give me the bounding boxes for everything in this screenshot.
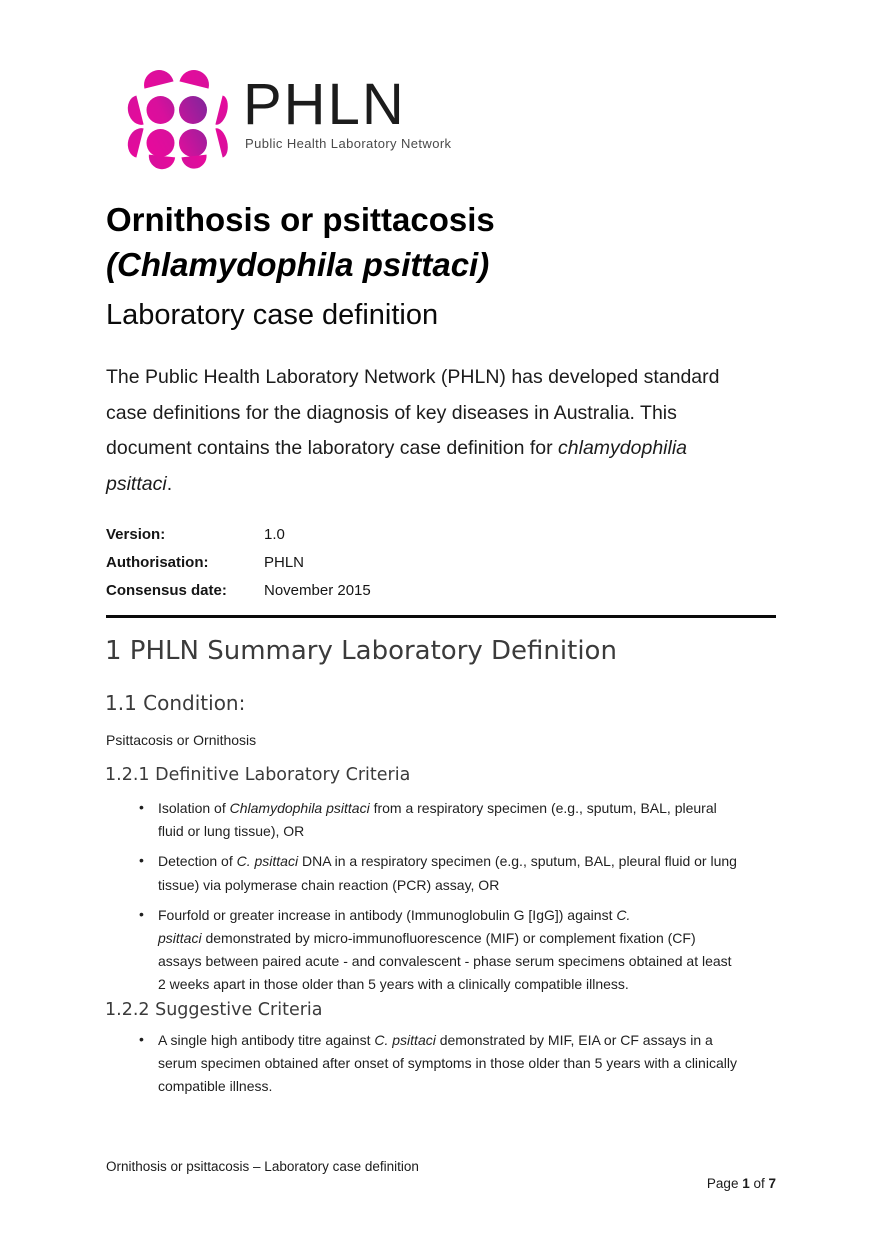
- logo-tagline: Public Health Laboratory Network: [245, 136, 452, 151]
- meta-value: PHLN: [264, 554, 305, 571]
- bullet-text: Detection of: [158, 853, 237, 870]
- title-species-name: Chlamydophila psittaci: [117, 246, 479, 283]
- bullet-line: [158, 904, 737, 927]
- bullet-text: Isolation of: [158, 800, 230, 816]
- version-metadata: [106, 521, 371, 605]
- meta-label: Consensus date:: [106, 582, 227, 599]
- section-divider: [106, 615, 776, 618]
- footer-page-label: Page: [706, 1176, 743, 1191]
- document-subtitle: Laboratory case definition: [106, 299, 439, 331]
- bullet-line: [158, 1029, 737, 1052]
- suggestive-criteria-list: [106, 1029, 737, 1106]
- list-item: [106, 1029, 737, 1099]
- species-italic: C. psittaci: [236, 853, 299, 870]
- intro-species-italic: chlamydophilia: [558, 437, 688, 460]
- definitive-criteria-list: [106, 797, 737, 1004]
- meta-row-consensus-date: [106, 577, 371, 605]
- bullet-line: serum specimen obtained after onset of symptoms in those older than 5 years with a clinically: [158, 1055, 737, 1072]
- meta-label: Authorisation:: [106, 554, 209, 571]
- species-italic: C.: [616, 906, 631, 923]
- species-italic: Chlamydophila psittaci: [229, 800, 370, 816]
- list-item: [106, 797, 737, 843]
- condition-value: Psittacosis or Ornithosis: [106, 732, 257, 748]
- bullet-line: assays between paired acute - and convalescent - phase serum specimens obtained at least: [158, 953, 732, 970]
- meta-label: Version:: [106, 526, 166, 543]
- footer-page-number: [707, 1176, 776, 1191]
- species-italic: C. psittaci: [374, 1032, 436, 1048]
- document-title: [106, 197, 495, 333]
- meta-row-version: [106, 521, 371, 549]
- list-item: [106, 850, 737, 896]
- footer-page-total: 7: [768, 1176, 776, 1191]
- footer-document-title: Ornithosis or psittacosis – Laboratory case definition: [106, 1159, 419, 1174]
- bullet-line: fluid or lung tissue), OR: [158, 823, 305, 840]
- bullet-text: from a respiratory specimen (e.g., sputum, BAL, pleural: [369, 800, 717, 816]
- intro-species-italic: psittaci: [106, 472, 167, 495]
- logo-wordmark: PHLN: [243, 72, 406, 137]
- section-heading-1-2-1: 1.2.1 Definitive Laboratory Criteria: [105, 765, 411, 785]
- section-heading-1-2-2: 1.2.2 Suggestive Criteria: [105, 1000, 323, 1020]
- bullet-line: 2 weeks apart in those older than 5 years with a clinically compatible illness.: [158, 976, 629, 993]
- intro-line: case definitions for the diagnosis of key diseases in Australia. This: [106, 401, 677, 424]
- title-paren-open: (: [106, 246, 117, 283]
- phln-globe-icon: [120, 66, 232, 172]
- title-paren-close: ): [478, 246, 490, 283]
- intro-paragraph: [106, 360, 720, 502]
- intro-text: .: [166, 472, 173, 495]
- bullet-text: Fourfold or greater increase in antibody (Immunoglobulin G [IgG]) against: [158, 906, 617, 923]
- bullet-line: tissue) via polymerase chain reaction (PCR) assay, OR: [158, 876, 500, 893]
- bullet-line: [158, 797, 737, 820]
- bullet-text: demonstrated by MIF, EIA or CF assays in a: [435, 1032, 713, 1048]
- phln-logo: [120, 62, 560, 182]
- footer-page-of: of: [749, 1176, 769, 1191]
- intro-text: document contains the laboratory case definition for: [106, 437, 559, 460]
- intro-line: The Public Health Laboratory Network (PHLN) has developed standard: [106, 366, 720, 388]
- bullet-text: demonstrated by micro-immunofluorescence (MIF) or complement fixation (CF): [201, 930, 696, 947]
- intro-line: [106, 467, 720, 503]
- section-heading-1-1: 1.1 Condition:: [105, 691, 246, 715]
- title-line-2: [106, 242, 495, 287]
- footer-page-current: 1: [742, 1176, 750, 1191]
- meta-row-authorisation: [106, 549, 371, 577]
- species-italic: psittaci: [158, 930, 202, 947]
- bullet-text: A single high antibody titre against: [158, 1032, 375, 1048]
- bullet-line: compatible illness.: [158, 1078, 273, 1095]
- list-item: [106, 904, 737, 997]
- bullet-text: DNA in a respiratory specimen (e.g., sputum, BAL, pleural fluid or lung: [298, 853, 737, 870]
- intro-line: [106, 431, 720, 467]
- section-heading-1: 1 PHLN Summary Laboratory Definition: [105, 636, 617, 666]
- bullet-line: [158, 850, 737, 873]
- meta-value: November 2015: [264, 582, 371, 599]
- bullet-line: [158, 927, 737, 950]
- title-line-1: Ornithosis or psittacosis: [106, 201, 495, 238]
- meta-value: 1.0: [264, 526, 285, 543]
